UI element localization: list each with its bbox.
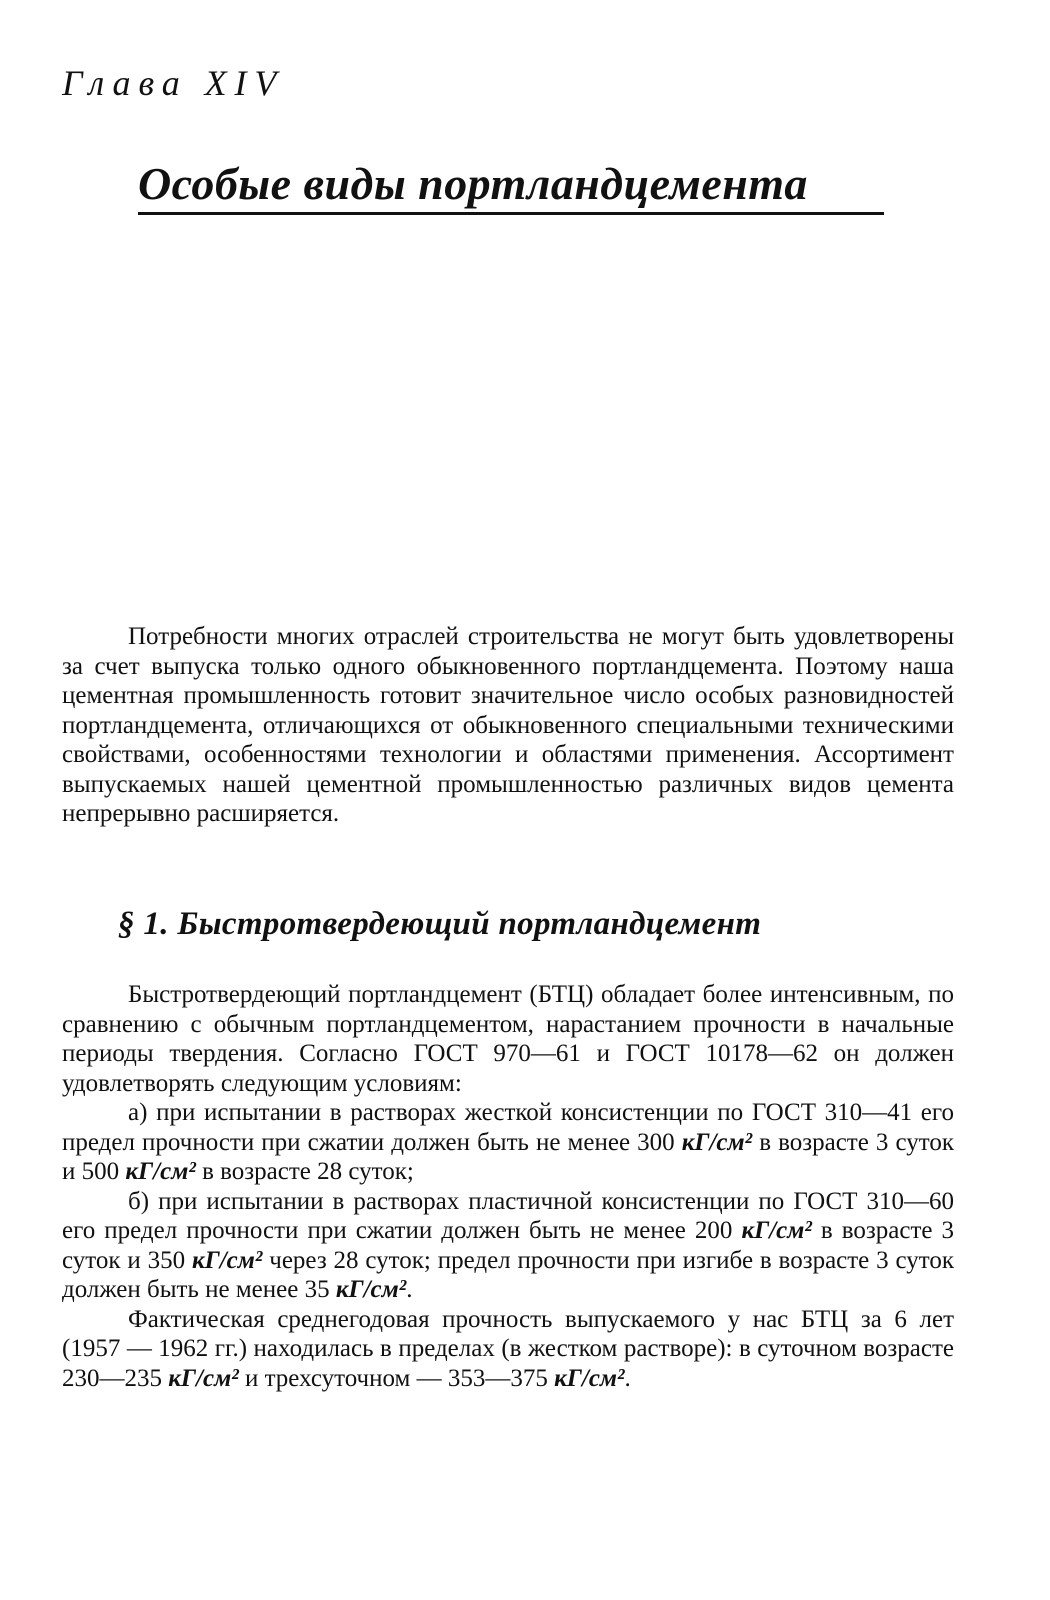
unit-label: кГ/см²: [191, 1246, 263, 1274]
condition-b-text: в возрасте 3 суток и 350: [62, 1217, 954, 1274]
condition-b-text: через 28 суток; предел прочности при изгибе в возрасте 3 суток должен быть не менее 35: [62, 1246, 954, 1303]
chapter-label: Глава XIV: [62, 63, 285, 103]
strength-text: и трехсуточном — 353—375: [238, 1364, 555, 1392]
strength-text: Фактическая среднегодовая прочность выпускаемого у нас БТЦ за 6 лет (1957 — 1962 гг.) находилась в пределах (в жестком растворе): в суточном возрасте 230—235: [62, 1305, 954, 1392]
unit-label: кГ/см²: [681, 1128, 753, 1156]
unit-label: кГ/см²: [168, 1364, 239, 1392]
strength-text: .: [624, 1364, 631, 1392]
section-paragraph-1: Быстротвердеющий портландцемент (БТЦ) обладает более интенсивным, по сравнению с обычным портландцементом, нарастанием прочности в начальные периоды твердения. Согласно ГОСТ 970—61 и ГОСТ 10178—62 он должен удовлетворять следующим условиям:: [62, 981, 954, 1097]
condition-b-text: .: [406, 1276, 413, 1303]
title-underline: [138, 212, 884, 215]
section-paragraph-last: [62, 1305, 954, 1394]
condition-a-text: в возрасте 28 суток;: [195, 1158, 414, 1185]
chapter-title: Особые виды портландцемента: [138, 158, 808, 209]
section-title: § 1. Быстротвердеющий портландцемент: [118, 906, 762, 942]
unit-label: кГ/см²: [125, 1158, 196, 1185]
unit-label: кГ/см²: [335, 1276, 407, 1303]
condition-b-text: б) при испытании в растворах пластичной консистенции по ГОСТ 310—60 его предел прочности при сжатии должен быть не менее 200: [62, 1187, 954, 1244]
condition-a-text: а) при испытании в растворах жесткой консистенции по ГОСТ 310—41 его предел прочности при сжатии должен быть не менее 300: [62, 1099, 954, 1156]
condition-a-text: в возрасте 3 суток и 500: [62, 1128, 954, 1185]
condition-item-b: [62, 1187, 954, 1305]
unit-label: кГ/см²: [554, 1364, 625, 1392]
intro-paragraph: Потребности многих отраслей строительства не могут быть удовлетворены за счет выпуска только одного обыкновенного портландцемента. Поэтому наша цементная промышленность готовит значительное число особых разновидностей портландцемента, отличающихся от обыкновенного специальными техническими свойствами, особенностями технологии и областями применения. Ассортимент выпускаемых нашей цементной промышленностью различных видов цемента непрерывно расширяется.: [62, 623, 954, 827]
unit-label: кГ/см²: [741, 1217, 812, 1244]
section-body: [62, 980, 954, 1393]
condition-item-a: [62, 1098, 954, 1187]
